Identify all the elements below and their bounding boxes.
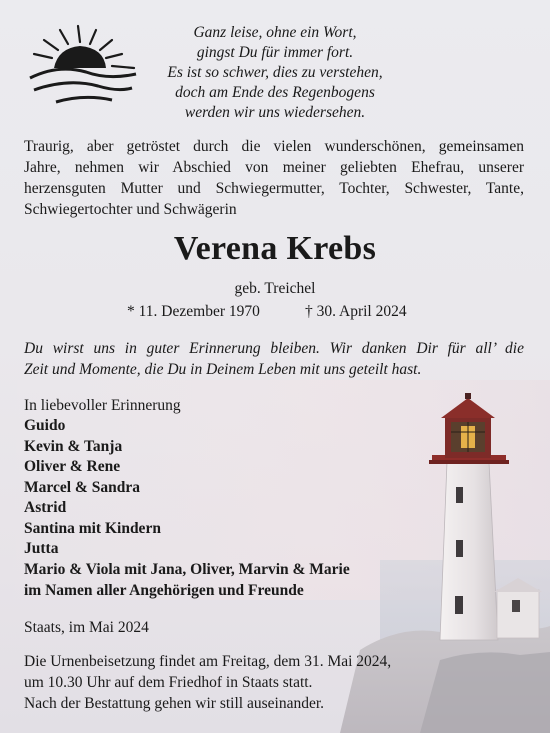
verse-line: doch am Ende des Regenbogens <box>175 84 375 101</box>
intro-line: herzensguten Mutter und Schwiegermutter, Tochter, Schwester, Tante, <box>24 180 524 197</box>
mourner-name: Santina mit Kindern <box>24 520 161 537</box>
mourner-name: Guido <box>24 417 66 434</box>
memory-line: Du wirst uns in guter Erinnerung bleiben. Wir danken Dir für all’ die <box>24 340 524 357</box>
intro-line: Traurig, aber getröstet durch die vielen wunderschönen, gemeinsamen <box>24 138 524 155</box>
funeral-line: Die Urnenbeisetzung findet am Freitag, dem 31. Mai 2024, <box>24 653 392 670</box>
mourner-name: Jutta <box>24 540 59 557</box>
mourner-name: Kevin & Tanja <box>24 438 123 455</box>
death-date: † 30. April 2024 <box>305 303 407 320</box>
verse-line: werden wir uns wiedersehen. <box>184 104 366 121</box>
intro-line: Jahre, nehmen wir Abschied von meiner geliebten Ehefrau, unserer <box>24 159 524 176</box>
place-date: Staats, im Mai 2024 <box>24 619 149 636</box>
mourner-name: Marcel & Sandra <box>24 479 140 496</box>
verse-line: gingst Du für immer fort. <box>196 44 354 61</box>
mourner-name: Astrid <box>24 499 67 516</box>
mourner-name: im Namen aller Angehörigen und Freunde <box>24 582 304 599</box>
memory-line: Zeit und Momente, die Du in Deinem Leben mit uns geteilt hast. <box>24 361 422 378</box>
maiden-name: geb. Treichel <box>234 280 316 297</box>
mourner-name: Mario & Viola mit Jana, Oliver, Marvin & Marie <box>24 561 350 578</box>
mourner-name: Oliver & Rene <box>24 458 121 475</box>
birth-date: * 11. Dezember 1970 <box>127 303 260 320</box>
funeral-line: Nach der Bestattung gehen wir still auseinander. <box>24 695 325 712</box>
deceased-name: Verena Krebs <box>173 230 377 267</box>
verse-line: Es ist so schwer, dies zu verstehen, <box>167 64 383 81</box>
mourners-intro: In liebevoller Erinnerung <box>24 397 181 414</box>
sunset-icon <box>28 24 138 106</box>
funeral-line: um 10.30 Uhr auf dem Friedhof in Staats statt. <box>24 674 313 691</box>
intro-line: Schwiegertochter und Schwägerin <box>24 201 237 218</box>
verse-line: Ganz leise, ohne ein Wort, <box>193 24 357 41</box>
